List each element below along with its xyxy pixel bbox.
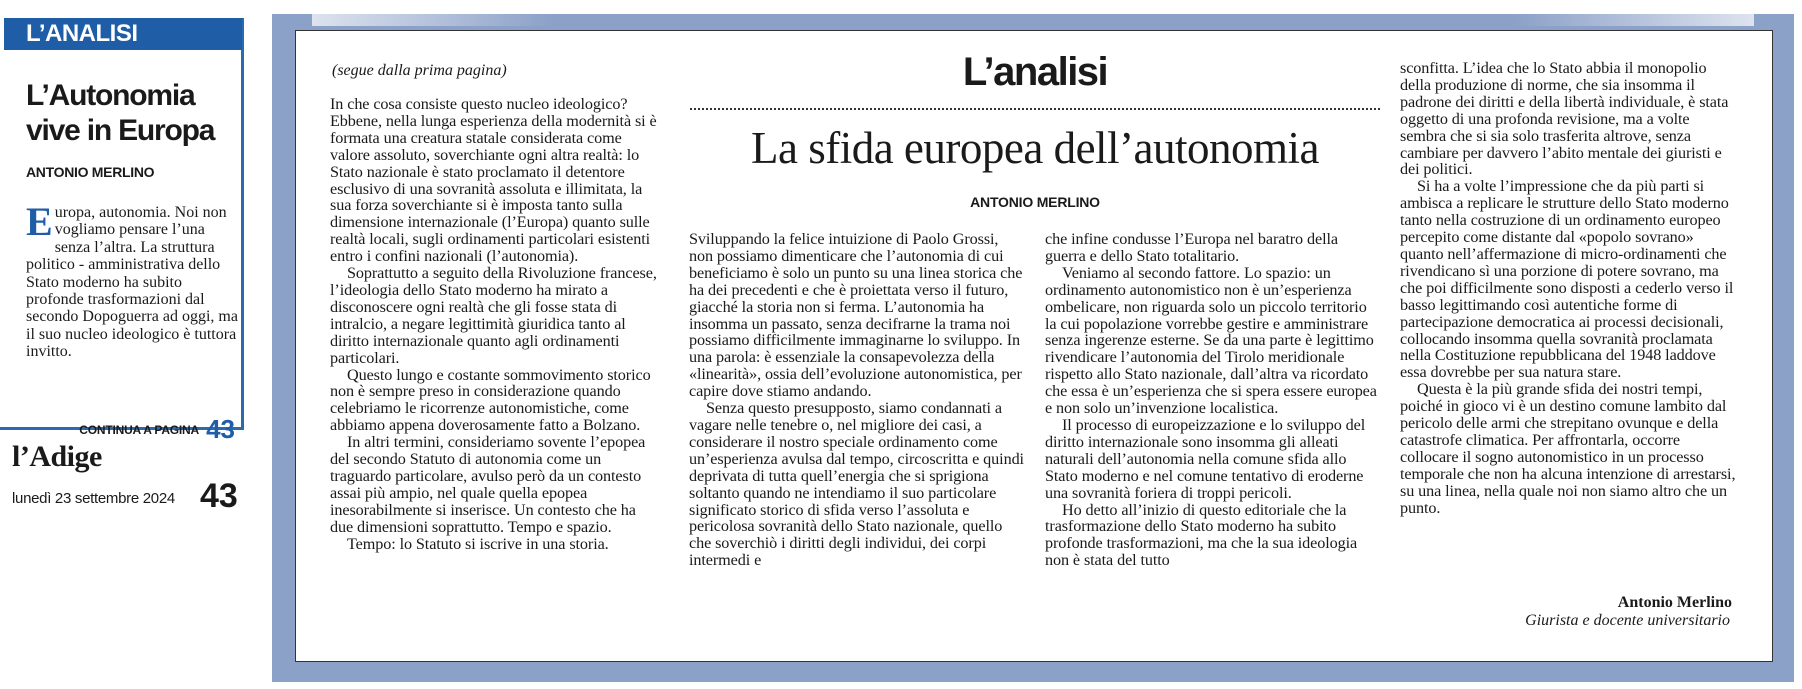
- continua-label[interactable]: CONTINUA A PAGINA: [79, 423, 199, 437]
- paragraph: Tempo: lo Statuto si iscrive in una storia.: [347, 534, 609, 553]
- teaser-box: [0, 18, 244, 444]
- teaser-kicker: L’ANALISI: [4, 18, 242, 50]
- paragraph: Sviluppando la felice intuizione di Paolo Grossi, non possiamo dimenticare che l’autonomia di cui beneficiamo è solo un punto su una linea storica che ha dei precedenti e che è proiettata verso il futuro, giacché la storia non si ferma. L’autonomia ha insomma un passato, senza decifrarne la trama noi possiamo difficilmente immaginarne lo sviluppo. In una parola: è essenziale la consapevolezza della «linearità», ossia dell’evoluzione autonomistica, per capire dove stiamo andando.: [689, 230, 1023, 401]
- paragraph: Soprattutto a seguito della Rivoluzione francese, l’ideologia dello Stato moderno ha mirato a disconoscere ogni realtà che gli fosse stata di intralcio, a negare legittimità giuridica tanto al diritto internazionale quanto agli ordinamenti particolari.: [330, 264, 657, 367]
- article-column-2: [689, 231, 1025, 569]
- publication-date: lunedì 23 settembre 2024: [12, 490, 175, 507]
- teaser-author: ANTONIO MERLINO: [26, 164, 155, 180]
- signature-role: Giurista e docente universitario: [1525, 612, 1730, 629]
- article-rubric: L’analisi: [962, 50, 1108, 94]
- segue-note: (segue dalla prima pagina): [332, 62, 507, 79]
- newspaper-masthead: l’Adige: [12, 440, 102, 473]
- paragraph: Ho detto all’inizio di questo editoriale che la trasformazione dello Stato moderno ha subito profonde trasformazioni, ma che la sua ideologia non è stata del tutto: [1045, 500, 1358, 570]
- continua-page-number[interactable]: 43: [206, 414, 235, 444]
- article-column-4: [1400, 60, 1736, 516]
- dotted-divider: [690, 108, 1380, 110]
- article-headline: La sfida europea dell’autonomia: [750, 123, 1319, 173]
- teaser-dropcap: E: [26, 199, 53, 244]
- article-column-1: [330, 96, 660, 552]
- page-number: 43: [200, 477, 238, 515]
- article-column-3: [1045, 231, 1381, 569]
- paragraph: Il processo di europeizzazione e lo sviluppo del diritto internazionale sono insomma gli alleati naturali dell’autonomia nella comune sfida allo Stato moderno e nel comune tentativo di eroderne una sovranità foriera di troppi pericoli.: [1045, 415, 1366, 502]
- signature-name: Antonio Merlino: [1617, 594, 1732, 611]
- teaser-body: [26, 199, 238, 361]
- paragraph: Veniamo al secondo fattore. Lo spazio: un ordinamento autonomistico non è un’esperienza ombelicare, non riguarda solo un piccolo territorio la cui popolazione vorrebbe gestire e amministrare senza ingerenze esterne. Se da una parte è legittimo rivendicare l’autonomia del Tirolo meridionale rispetto allo Stato nazionale, dall’altra va ricordato che essa è un’esperienza che si spera essere europea e non solo un’invenzione localistica.: [1045, 263, 1377, 418]
- teaser-body-text: uropa, autonomia. Noi non vogliamo pensare l’una senza l’altra. La struttura politico - amministrativa dello Stato moderno ha subito profonde trasformazioni dal secondo Dopoguerra ad oggi, ma il suo nucleo ideologico è tuttora invitto.: [26, 204, 238, 361]
- article-byline: ANTONIO MERLINO: [970, 194, 1100, 210]
- paragraph: Questa è la più grande sfida dei nostri tempi, poiché in gioco vi è un destino comune lambito dal pericolo delle armi che strepitano ovunque e della catastrofe climatica. Per affrontarla, occorre collocare il sogno autonomistico in un processo temporale che non ha alcuna intenzione di arrestarsi, su una linea, nella quale noi non siamo altro che un punto.: [1400, 380, 1736, 517]
- teaser-title: L’Autonomia vive in Europa: [26, 79, 215, 147]
- paragraph: sconfitta. L’idea che lo Stato abbia il monopolio della produzione di norme, che sia insomma il padrone dei diritti e della libertà individuale, è stata oggetto di una profonda revisione, ma a volte sembra che si sia solo trasferita altrove, senza cambiare per davvero l’abito mentale dei giuristi e dei politici.: [1400, 59, 1729, 179]
- paragraph: Si ha a volte l’impressione che da più parti si ambisca a replicare le strutture dello Stato moderno tanto nella costruzione di un ordinamento europeo percepito come distante dal «popolo sovrano» quanto nell’affermazione di micro-ordinamenti che rivendicano sì una porzione di potere sovrano, ma che poi difficilmente sono disposti a cederlo verso il basso legittimando così autentiche forme di partecipazione democratica ai processi decisionali, collocando insomma quella sovranità proclamata nella Costituzione repubblicana del 1948 laddove essa dovrebbe per sua natura stare.: [1400, 177, 1734, 382]
- paragraph: In altri termini, consideriamo sovente l’epopea del secondo Statuto di autonomia come un traguardo particolare, avulso però da un contesto assai più ampio, nel quale quella epopea inesorabilmente si inserisce. Un contesto che ha due dimensioni soprattutto. Tempo e spazio.: [330, 433, 646, 536]
- paragraph: che infine condusse l’Europa nel baratro della guerra e dello Stato totalitario.: [1045, 230, 1338, 265]
- paragraph: Questo lungo e costante sommovimento storico non è sempre preso in considerazione quando celebriamo le ricorrenze autonomistiche, come abbiamo appena doverosamente fatto a Bolzano.: [330, 365, 651, 435]
- paragraph: Senza questo presupposto, siamo condannati a vagare nelle tenebre o, nel migliore dei casi, a considerare il nostro speciale ordinamento come un’esperienza avulsa dal tempo, circoscritta e quindi deprivata di tutta quell’energia che si sprigiona soltanto quando ne intendiamo il suo particolare significato storico di sfida verso l’assoluta e pericolosa sovranità dello Stato nazionale, quello che soverchiò i diritti degli individui, dei corpi intermedi e: [689, 399, 1024, 570]
- paragraph: In che cosa consiste questo nucleo ideologico? Ebbene, nella lunga esperienza della modernità si è formata una creatura statale considerata come valore assoluto, soverchiante ogni altra realtà: lo Stato nazionale è stato proclamato il detentore esclusivo di una sovranità assoluta e illimitata, la sua forza soverchiante si è imposta tanto sulla dimensione internazionale (l’Europa) quanto sulle realtà locali, sugli ordinamenti particolari esistenti entro i confini nazionali (l’autonomia).: [330, 95, 657, 266]
